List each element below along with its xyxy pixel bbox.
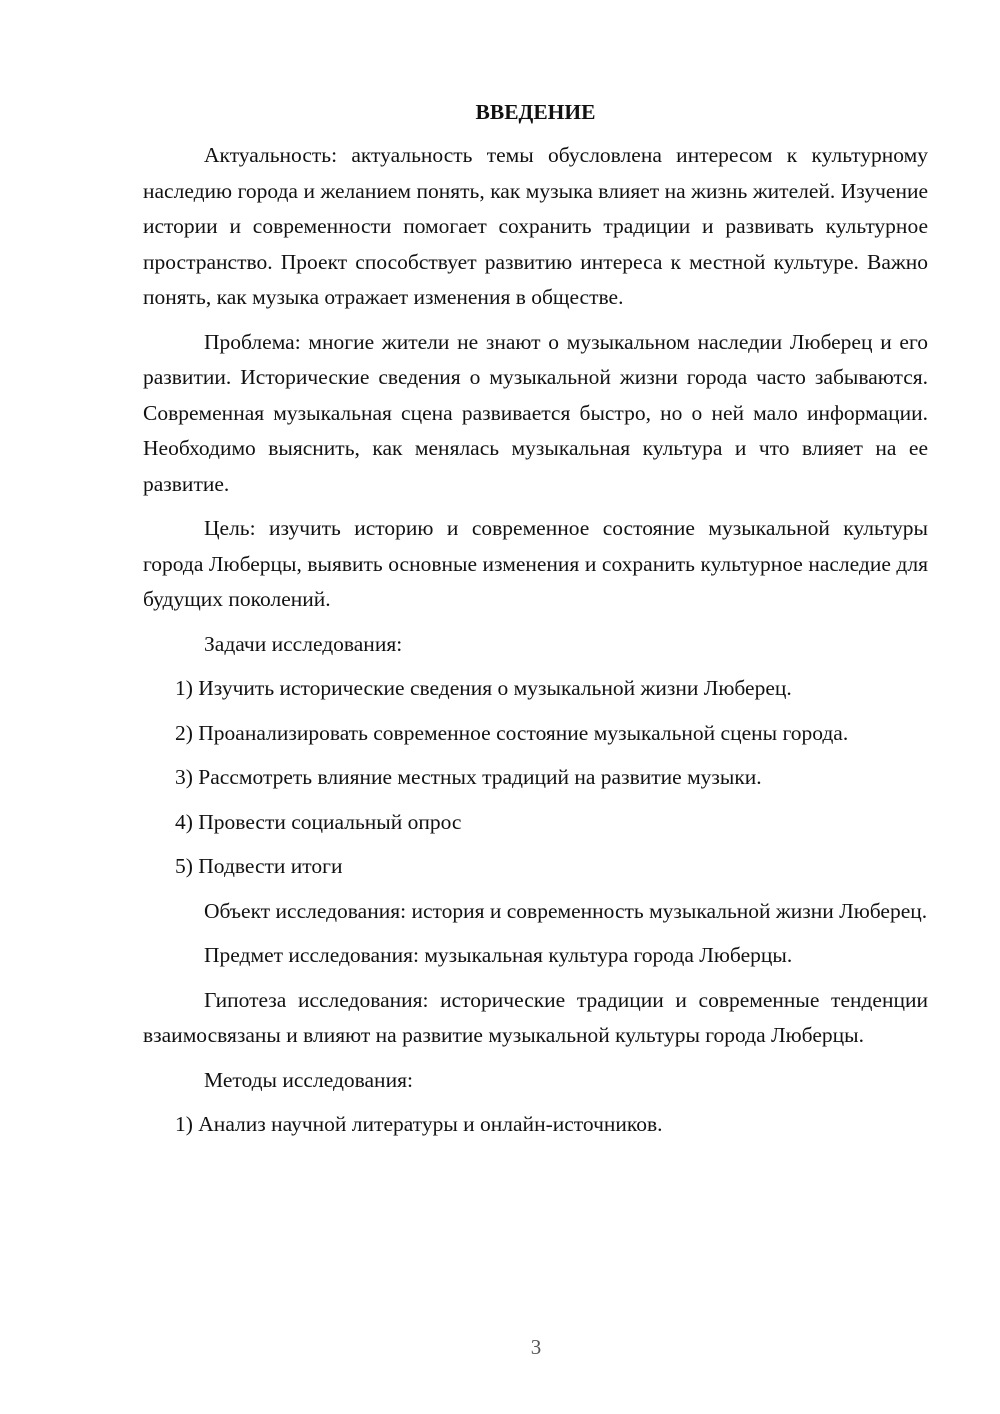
task-item-4: 4) Провести социальный опрос xyxy=(175,809,462,834)
task-item-2: 2) Проанализировать современное состояние музыкальной сцены города. xyxy=(175,720,849,745)
problem-paragraph: Проблема: многие жители не знают о музыкальном наследии Люберец и его развитии. Исторические сведения о музыкальной жизни города часто забываются. Современная музыкальная сцена развивается быстро, но о ней мало информации. Необходимо выяснить, как менялась музыкальная культура и что влияет на ее развитие. xyxy=(143,329,928,496)
page-number: 3 xyxy=(530,1335,542,1359)
document-body xyxy=(143,97,928,1152)
hypothesis-paragraph: Гипотеза исследования: исторические традиции и современные тенденции взаимосвязаны и влияют на развитие музыкальной культуры города Люберцы. xyxy=(143,987,928,1047)
object-paragraph: Объект исследования: история и современность музыкальной жизни Люберец. xyxy=(204,898,928,923)
relevance-paragraph: Актуальность: актуальность темы обусловлена интересом к культурному наследию города и желанием понять, как музыка влияет на жизнь жителей. Изучение истории и современности помогает сохранить традиции и развивать культурное пространство. Проект способствует развитию интереса к местной культуре. Важно понять, как музыка отражает изменения в обществе. xyxy=(143,143,928,309)
method-item-1: 1) Анализ научной литературы и онлайн-источников. xyxy=(175,1112,663,1136)
subject-paragraph: Предмет исследования: музыкальная культура города Люберцы. xyxy=(204,943,793,967)
task-item-1: 1) Изучить исторические сведения о музыкальной жизни Люберец. xyxy=(175,676,792,700)
task-item-3: 3) Рассмотреть влияние местных традиций на развитие музыки. xyxy=(175,765,762,789)
tasks-heading: Задачи исследования: xyxy=(204,631,403,656)
goal-paragraph: Цель: изучить историю и современное состояние музыкальной культуры города Люберцы, выявить основные изменения и сохранить культурное наследие для будущих поколений. xyxy=(143,516,928,611)
methods-heading: Методы исследования: xyxy=(204,1067,413,1092)
task-item-5: 5) Подвести итоги xyxy=(175,854,343,878)
section-title: ВВЕДЕНИЕ xyxy=(475,100,596,124)
